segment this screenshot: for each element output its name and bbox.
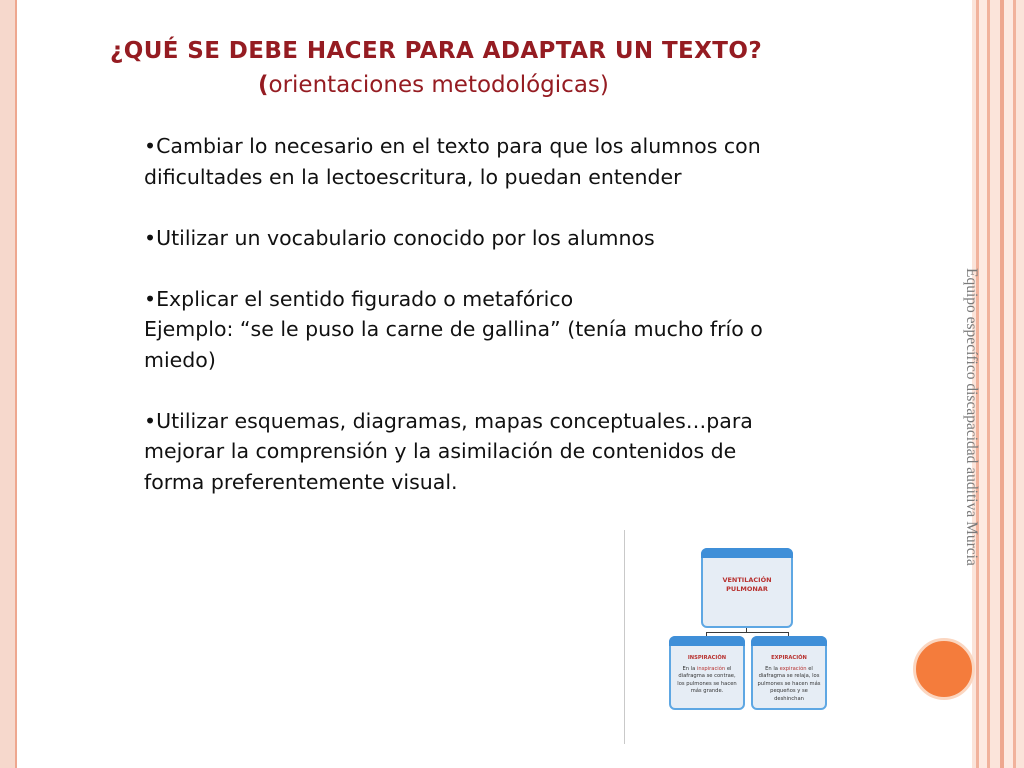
diagram-left-em: inspiración xyxy=(696,665,726,672)
subtitle-text: orientaciones metodológicas) xyxy=(268,72,609,98)
box-tab xyxy=(701,548,793,558)
connector-horizontal xyxy=(706,632,788,633)
bullet-item-1: •Cambiar lo necesario en el texto para que los alumnos con dificultades en la lectoescritura, lo puedan entender xyxy=(144,134,761,189)
diagram-right-title: EXPIRACIÓN xyxy=(771,655,807,661)
diagram-right-post: el diafragma se relaja, los pulmones se hacen más pequeños y se deshinchan xyxy=(757,665,821,702)
box-tab xyxy=(751,636,827,646)
diagram-left-title: INSPIRACIÓN xyxy=(687,655,727,661)
diagram-box-inspiracion xyxy=(669,636,745,710)
slide-subtitle xyxy=(258,72,609,98)
bullet-item-3-example: Ejemplo: “se le puso la carne de gallina” (tenía mucho frío o miedo) xyxy=(144,317,763,372)
left-border xyxy=(0,0,17,768)
bullet-item-4: •Utilizar esquemas, diagramas, mapas conceptuales…para mejorar la comprensión y la asimilación de contenidos de forma preferentemente visual. xyxy=(144,408,753,494)
subtitle-paren: ( xyxy=(258,72,269,98)
diagram-box-ventilacion xyxy=(701,548,793,628)
diagram-box-expiracion xyxy=(751,636,827,710)
decorative-circle xyxy=(913,638,975,700)
bullet-item-2: •Utilizar un vocabulario conocido por los alumnos xyxy=(144,225,655,250)
diagram-left-pre: En la xyxy=(682,665,697,672)
bullet-list xyxy=(144,131,794,497)
diagram-right-pre: En la xyxy=(765,665,780,672)
side-caption-text: Equipo específico discapacidad auditiva Murcia xyxy=(963,268,980,566)
side-caption xyxy=(941,268,981,588)
divider-line xyxy=(624,530,625,744)
diagram-right-em: expiración xyxy=(779,665,807,672)
diagram-left-post: el diafragma se contrae, los pulmones se hacen más grande. xyxy=(677,665,737,694)
bullet-item-3: •Explicar el sentido figurado o metafórico xyxy=(144,286,574,311)
diagram-top-label: VENTILACIÓN PULMONAR xyxy=(722,576,772,593)
slide-title: ¿QUÉ SE DEBE HACER PARA ADAPTAR UN TEXTO? xyxy=(110,38,763,64)
box-tab xyxy=(669,636,745,646)
